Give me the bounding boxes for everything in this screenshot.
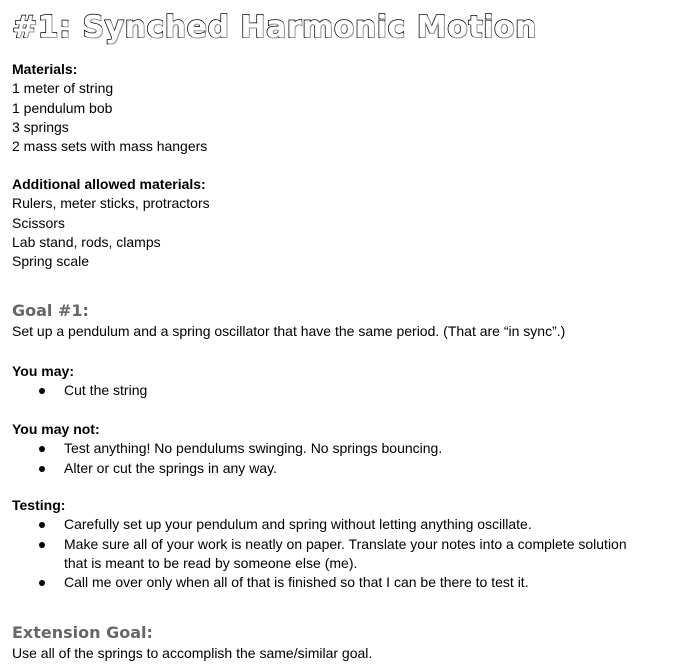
materials-item: 1 pendulum bob (12, 99, 113, 116)
document-title: #1: Synched Harmonic Motion (12, 10, 537, 45)
additional-materials-item: Lab stand, rods, clamps (12, 233, 161, 250)
testing-label: Testing: (12, 497, 66, 513)
materials-item: 3 springs (12, 118, 69, 135)
additional-materials-section (12, 175, 210, 271)
extension-heading: Extension Goal: (12, 623, 153, 642)
you-may-not-label: You may not: (12, 421, 100, 437)
you-may-section (12, 362, 147, 401)
list-item: Make sure all of your work is neatly on paper. Translate your notes into a complete solution that is meant to be read by someone else (me). (12, 535, 632, 574)
you-may-label: You may: (12, 363, 74, 379)
list-item: Alter or cut the springs in any way. (12, 459, 442, 478)
additional-materials-item: Scissors (12, 214, 65, 231)
list-item: Test anything! No pendulums swinging. No springs bouncing. (12, 439, 442, 458)
materials-item: 1 meter of string (12, 80, 114, 97)
additional-materials-label: Additional allowed materials: (12, 176, 206, 192)
additional-materials-item: Spring scale (12, 253, 90, 270)
extension-section (12, 622, 372, 663)
you-may-list (12, 381, 147, 400)
materials-section (12, 60, 207, 156)
goal-heading: Goal #1: (12, 301, 89, 320)
extension-text: Use all of the springs to accomplish the same/similar goal. (12, 645, 373, 661)
list-item: Cut the string (12, 381, 147, 400)
goal-section (12, 300, 565, 341)
additional-materials-item: Rulers, meter sticks, protractors (12, 195, 210, 212)
materials-label: Materials: (12, 61, 78, 77)
you-may-not-section (12, 420, 442, 478)
list-item: Call me over only when all of that is finished so that I can be there to test it. (12, 573, 632, 592)
materials-item: 2 mass sets with mass hangers (12, 138, 208, 155)
testing-list (12, 515, 632, 592)
testing-section (12, 496, 632, 592)
you-may-not-list (12, 439, 442, 478)
goal-text: Set up a pendulum and a spring oscillator that have the same period. (That are “in sync”.) (12, 323, 566, 339)
list-item: Carefully set up your pendulum and spring without letting anything oscillate. (12, 515, 632, 534)
